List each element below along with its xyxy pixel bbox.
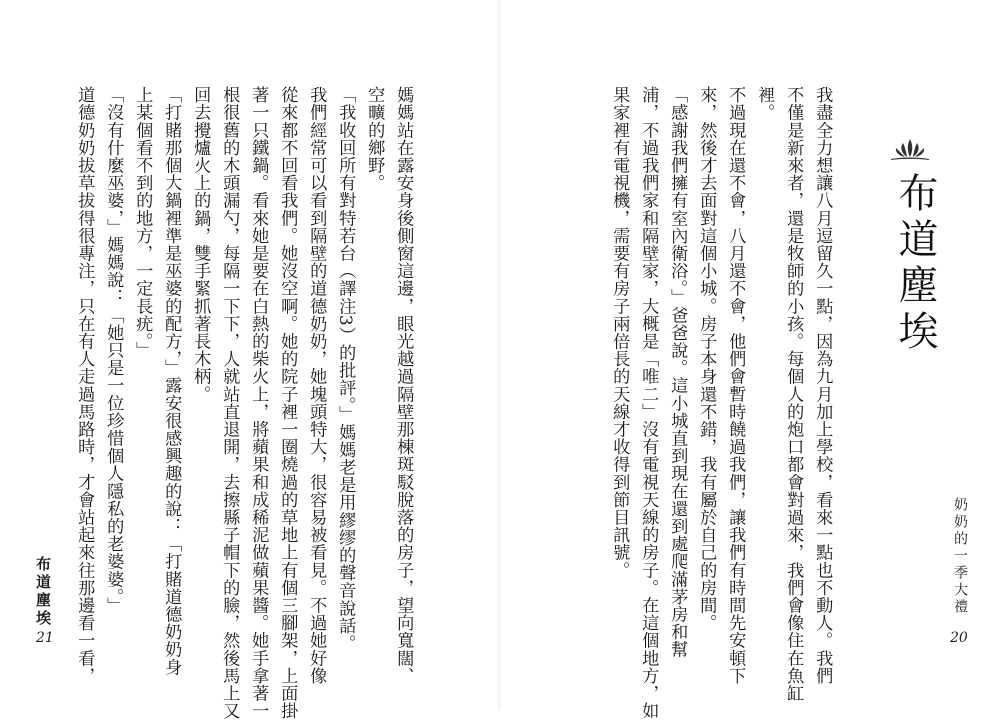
left-line-5: 從來都不回看我們。她沒空啊。她的院子裡一圈燒過的草地上有個三腳架，上面掛 bbox=[277, 86, 298, 720]
right-line-6: 「感謝我們擁有室內衛浴。」爸爸說。這小城直到現在還到處爬滿茅房和幫 bbox=[667, 86, 688, 659]
chapter-title: 布道塵埃 bbox=[892, 172, 938, 356]
left-line-2: 空曠的鄉野。 bbox=[364, 86, 385, 192]
left-line-1: 媽媽站在露安身後側窗這邊，眼光越過隔壁那棟斑駁脫落的房子，望向寬闊、 bbox=[393, 86, 414, 685]
left-line-6: 著一只鐵鍋。看來她是要在白熱的柴火上，將蘋果和成稀泥做蘋果醬。她手拿著一 bbox=[248, 86, 269, 720]
right-line-5: 來，然後才去面對這個小城。房子本身還不錯，我有屬於自己的房間。 bbox=[696, 86, 717, 632]
right-line-4: 不過現在還不會，八月還不會，他們會暫時饒過我們，讓我們有時間先安頓下 bbox=[725, 86, 746, 685]
left-line-12: 道德奶奶拔草拔得很專注，只在有人走過馬路時，才會站起來往那邊看一看， bbox=[74, 86, 95, 685]
page-number-right: 20 bbox=[950, 630, 968, 646]
running-footer: 布道塵埃 bbox=[34, 556, 52, 628]
left-line-3: 「我收回所有對特若台（譯注3）的批評。」媽媽老是用繆缪的聲音說話。 bbox=[335, 86, 356, 652]
left-line-8: 回去攪爐火上的鍋，雙手緊抓著長木柄。 bbox=[190, 86, 211, 403]
right-line-7: 浦，不過我們家和隔壁家，大概是「唯二」沒有電視天線的房子。在這個地方，如 bbox=[638, 86, 659, 720]
running-header: 奶奶的一季大禮 bbox=[952, 497, 968, 616]
left-line-11: 「沒有什麼巫婆，」媽媽說：「她只是一位珍惜個人隱私的老婆婆。」 bbox=[103, 86, 124, 615]
left-line-9: 「打賭那個大鍋裡準是巫婆的配方，」露安很感興趣的說：「打賭道德奶奶身 bbox=[161, 86, 182, 676]
right-line-1: 我盡全力想讓八月逗留久一點，因為九月加上學校，看來一點也不動人。我們 bbox=[812, 86, 833, 685]
left-line-10: 上某個看不到的地方，一定長疣。」 bbox=[132, 86, 153, 359]
right-line-2: 不僅是新來者，還是牧師的小孩。每個人的炮口都會對過來，我們會像住在魚缸 bbox=[783, 86, 804, 702]
page-gutter bbox=[497, 0, 501, 710]
lotus-ornament-icon bbox=[887, 137, 933, 161]
left-line-7: 根很舊的木頭漏勺，每隔一下下，人就站直退開，去擦縣子帽下的臉，然後馬上又 bbox=[219, 86, 240, 720]
left-line-4: 我們經常可以看到隔壁的道德奶奶，她塊頭特大，很容易被看見。不過她好像 bbox=[306, 86, 327, 685]
page-number-left: 21 bbox=[36, 630, 54, 646]
right-line-8: 果家裡有電視機，需要有房子兩倍長的天線才收得到節目訊號。 bbox=[609, 86, 630, 579]
right-line-3: 裡。 bbox=[754, 86, 775, 122]
